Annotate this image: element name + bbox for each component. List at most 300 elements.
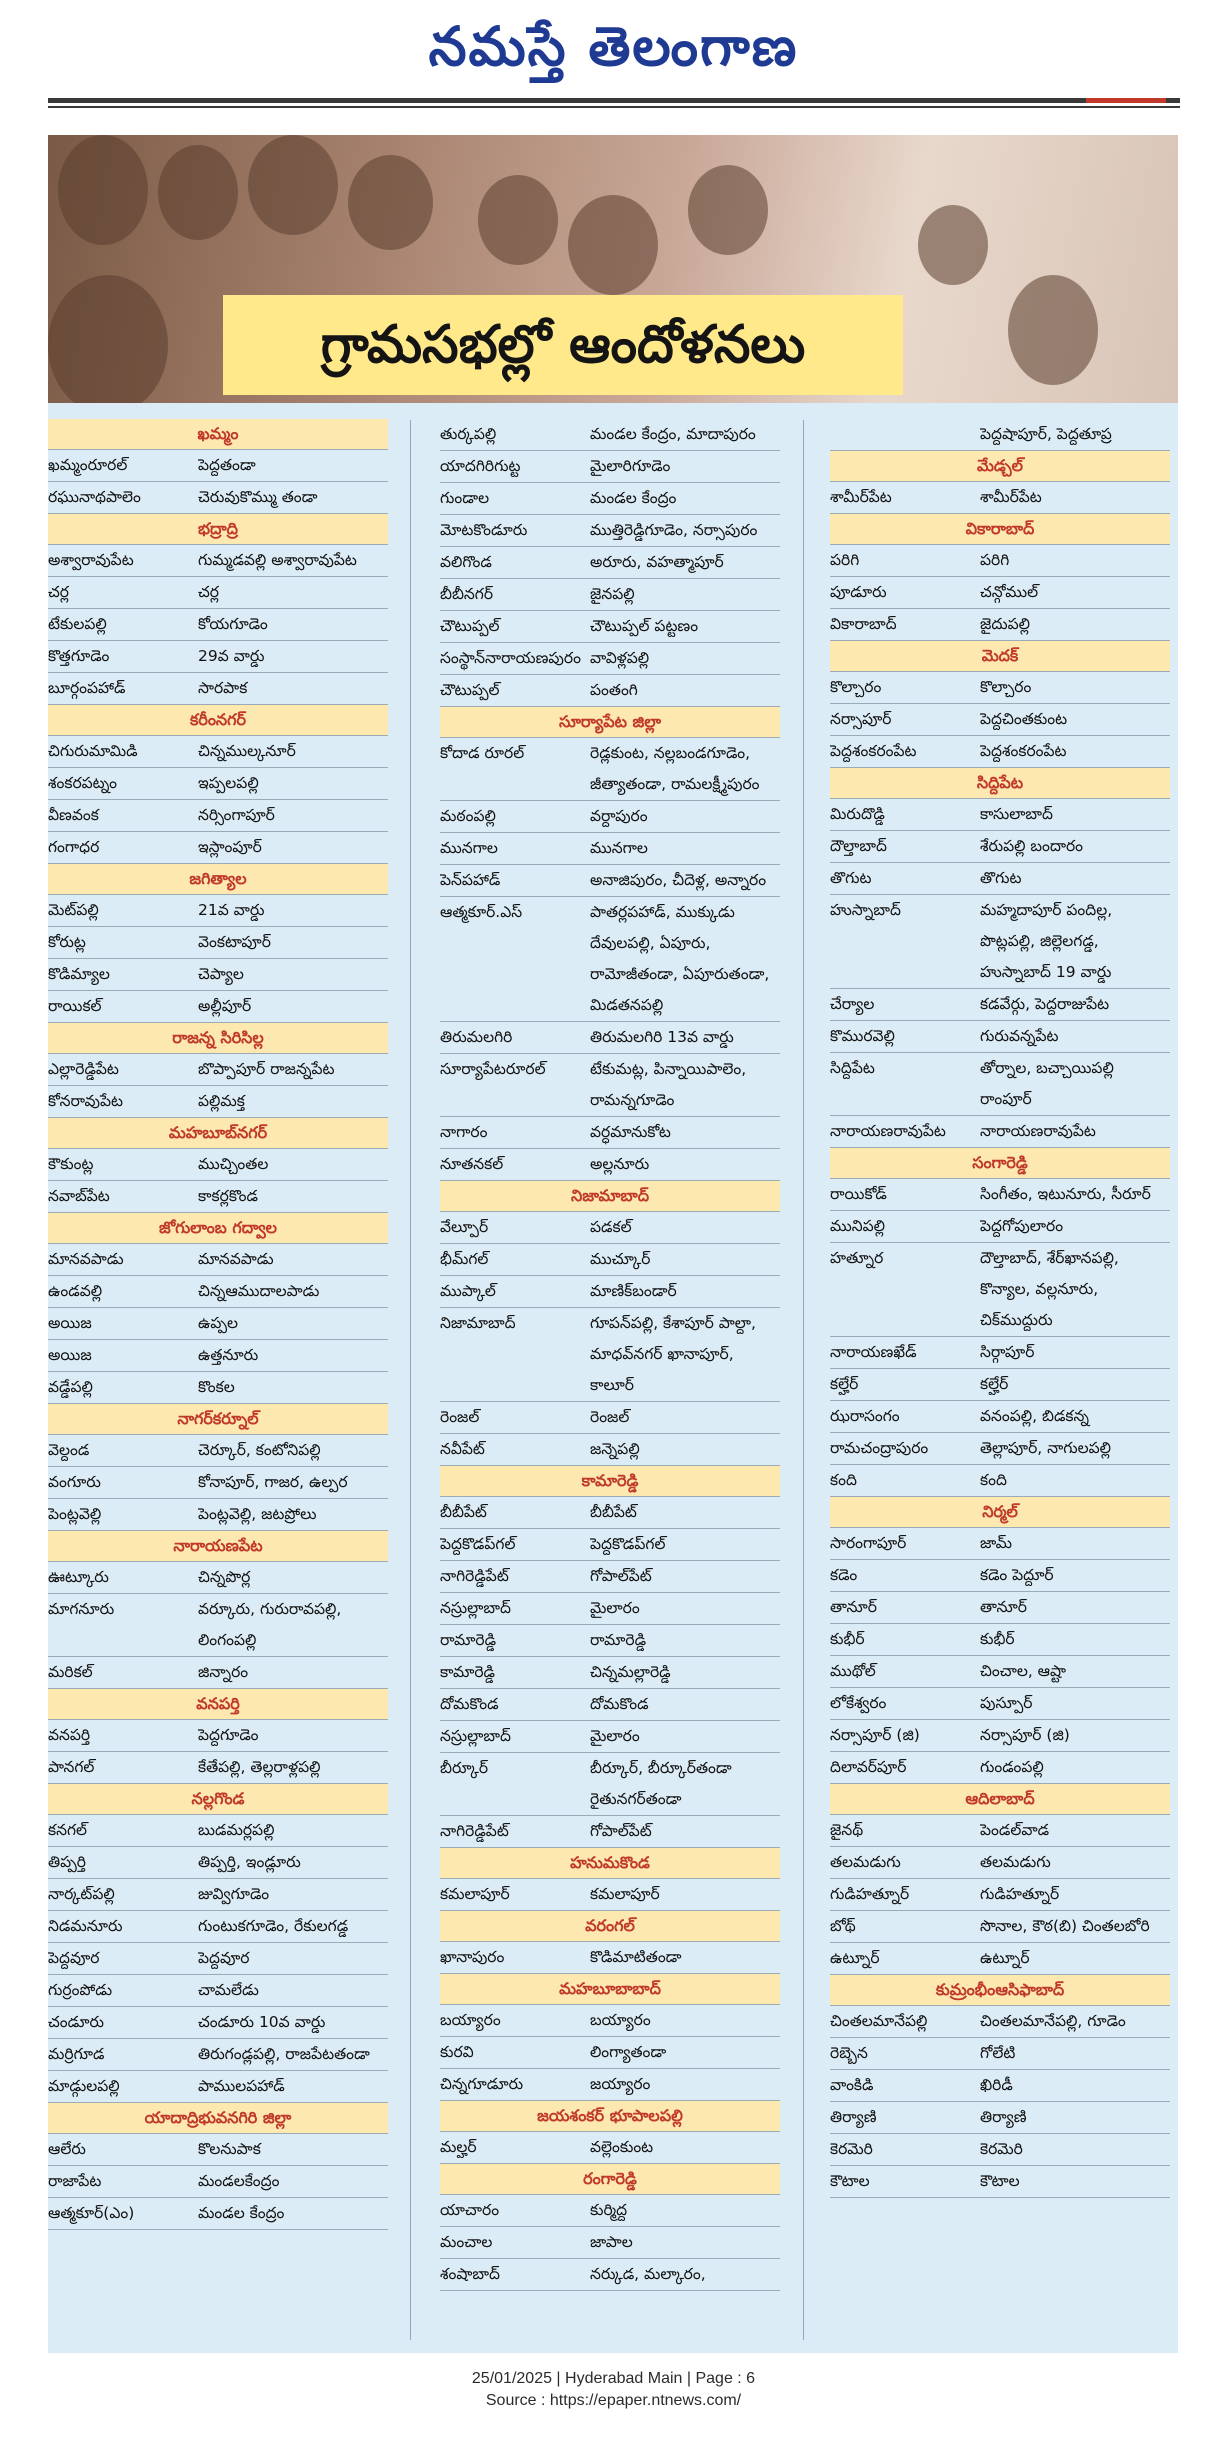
listing-row [830,1720,1170,1752]
listing-row [48,927,388,959]
village-name: పడకల్ [590,1218,632,1236]
village-name: మండలకేంద్రం [198,2172,280,2190]
village-name: ఇప్పలపల్లి [198,774,259,792]
village-name: బొప్పాపూర్ రాజన్నపేట [198,1060,335,1078]
village-name: బీర్కూర్, బీర్కూర్‌తండా రైతునగర్‌తండా [590,1759,732,1808]
village-name: పంతంగి [590,681,638,699]
mandal-name: సారంగాపూర్ [830,1534,907,1552]
village-name: చిన్నఆముదాలపాడు [198,1282,320,1300]
mandal-name: వలిగొండ [440,553,492,571]
district-header: వనపర్తి [48,1689,388,1720]
village-name: తోర్నాల, బచ్చాయిపల్లి రాంపూర్ [980,1059,1114,1108]
mandal-name: ఊట్కూరు [48,1568,109,1586]
village-name: దౌల్తాబాద్, శేర్‌ఖానపల్లి, కొన్యాల, వల్లనూరు, చిక్‌ముద్దురు [980,1249,1119,1329]
mandal-name: నాగిరెడ్డిపేట్ [440,1567,509,1585]
listing-row [48,2039,388,2071]
village-name: మైలారం [590,1727,640,1745]
mandal-name: ఖానాపురం [440,1948,505,1966]
listing-row [830,2102,1170,2134]
mandal-name: కొల్చారం [830,678,882,696]
village-name: సొనాల, కౌఠ(బి) చింతలబోరి [980,1917,1150,1935]
village-name: వర్ధమానుకోట [590,1123,671,1141]
listing-row [440,897,780,1022]
listing-row [830,609,1170,641]
mandal-name: కడెం [830,1566,858,1584]
listing-row [48,991,388,1023]
mandal-name: కెరమెరి [830,2140,873,2158]
newspaper-logo: నమస్తే తెలంగాణ [428,14,799,78]
listing-row [48,2166,388,2198]
listing-row [830,2134,1170,2166]
listing-row [440,675,780,707]
listing-row [48,1720,388,1752]
mandal-name: చౌటుప్పల్ [440,681,500,699]
listing-row [830,1211,1170,1243]
village-name: మండల కేంద్రం, మాదాపురం [590,425,756,443]
village-name: గోలేటి [980,2044,1016,2062]
mandal-name: పానగల్ [48,1758,95,1776]
listing-row [830,1528,1170,1560]
village-name: జామ్ [980,1534,1013,1552]
mandal-name: దౌల్తాబాద్ [830,837,887,855]
listing-row [830,1624,1170,1656]
listing-row [440,1244,780,1276]
village-name: గుండంపల్లి [980,1758,1044,1776]
village-name: అనాజిపురం, చీదెళ్ల, అన్నారం [590,871,767,889]
mandal-name: బోథ్ [830,1917,856,1935]
listing-row [440,1657,780,1689]
mandal-name: దోమకొండ [440,1695,499,1713]
mandal-name: సూర్యాపేటరూరల్ [440,1060,546,1078]
mandal-name: గుడిహత్నూర్ [830,1885,910,1903]
district-header: సూర్యాపేట జిల్లా [440,707,780,738]
village-name: జన్నెపల్లి [590,1440,640,1458]
mandal-name: ఉండవల్లి [48,1282,103,1300]
mandal-name: పెద్దకొడప్‌గల్ [440,1535,516,1553]
photo-figure [348,155,433,250]
district-header: వికారాబాద్ [830,514,1170,545]
mandal-name: తుర్కపల్లి [440,425,497,443]
village-name: టేకుమట్ల, పిన్నాయిపాలెం, రామన్నగూడెం [590,1060,747,1109]
district-header: రంగారెడ్డి [440,2164,780,2195]
village-name: కొల్చారం [980,678,1032,696]
village-name: మాణిక్‌బండార్ [590,1282,677,1300]
listing-row [830,1752,1170,1784]
listing-row [830,1116,1170,1148]
village-name: గురువన్నపేట [980,1027,1059,1045]
mandal-name: చేర్యాల [830,995,875,1013]
listing-row [830,419,1170,451]
hero-photo [48,135,1178,403]
listing-row [830,2166,1170,2198]
village-name: తెల్లాపూర్, నాగులపల్లి [980,1439,1112,1457]
village-name: పాతర్లపహాడ్, ముక్కుడు దేవులపల్లి, ఏపూరు, రామోజీతండా, ఏపూరుతండా, మిడతనపల్లి [590,903,770,1014]
listing-row [48,577,388,609]
village-name: పెండల్‌వాడ [980,1821,1050,1839]
listing-row [48,895,388,927]
masthead-accent [1086,98,1166,103]
district-header: యాదాద్రిభువనగిరి జిల్లా [48,2103,388,2134]
mandal-name: చౌటుప్పల్ [440,617,500,635]
village-name: పెద్దగూడెం [198,1726,259,1744]
village-name: పెద్దషాపూర్, పెద్దతూప్ర [980,425,1112,443]
mandal-name: కొత్తగూడెం [48,647,110,665]
listing-row [440,1561,780,1593]
listing-row [48,641,388,673]
village-name: ముచ్కూర్ [590,1250,651,1268]
village-name: వనంపల్లి, బిడకన్న [980,1407,1089,1425]
listing-row [48,673,388,705]
mandal-name: గంగాధర [48,838,100,856]
mandal-name: కోదాడ రూరల్ [440,744,525,762]
district-header: కరీంనగర్ [48,705,388,736]
listing-row [48,545,388,577]
mandal-name: వాంకిడి [830,2076,874,2094]
mandal-name: శామీర్‌పేట [830,488,892,506]
village-name: చెప్యాల [198,965,244,983]
village-name: శామీర్‌పేట [980,488,1042,506]
listing-row [48,1308,388,1340]
village-name: వర్దాపురం [590,807,648,825]
photo-figure [1008,275,1098,385]
village-name: కోనాపూర్, గాజర, ఉల్పర [198,1473,348,1491]
village-name: పెద్దవూర [198,1949,250,1967]
mandal-name: పూడూరు [830,583,887,601]
village-name: పెద్దకొడప్‌గల్ [590,1535,666,1553]
mandal-name: మానవపాడు [48,1250,124,1268]
mandal-name: మరికల్ [48,1663,93,1681]
listing-row [830,1021,1170,1053]
mandal-name: మునిపల్లి [830,1217,886,1235]
mandal-name: మర్రిగూడ [48,2045,105,2063]
village-name: తిరుగండ్లపల్లి, రాజపేటతండా [198,2045,370,2063]
mandal-name: వికారాబాద్ [830,615,897,633]
mandal-name: కంది [830,1471,857,1489]
village-name: ముత్తిరెడ్డిగూడెం, నర్సాపురం [590,521,758,539]
mandal-name: అశ్వారావుపేట [48,551,134,569]
mandal-name: శంకరపట్నం [48,774,117,792]
village-name: చెర్కూర్, కంటోనిపల్లి [198,1441,321,1459]
village-name: గుడిహత్నూర్ [980,1885,1060,1903]
listing-row [830,1433,1170,1465]
mandal-name: హత్నూర [830,1249,884,1267]
district-header: రాజన్న సిరిసిల్ల [48,1023,388,1054]
district-header: సంగారెడ్డి [830,1148,1170,1179]
listing-row [48,2007,388,2039]
mandal-name: కౌటాల [830,2172,870,2190]
column-divider [803,420,804,2340]
village-name: మానవపాడు [198,1250,274,1268]
mandal-name: నస్రుల్లాబాద్ [440,1727,511,1745]
photo-figure [158,145,238,240]
village-name: చర్ల [198,583,219,601]
listing-row [48,1244,388,1276]
village-name: కౌటాల [980,2172,1020,2190]
listing-row [48,1372,388,1404]
district-header: కుమ్రంభీంఆసిఫాబాద్ [830,1975,1170,2006]
masthead-rule [48,98,1180,103]
village-name: చించాల, ఆష్టా [980,1662,1067,1680]
village-name: బుడమర్లపల్లి [198,1821,275,1839]
district-header: జయశంకర్ భూపాలపల్లి [440,2101,780,2132]
photo-figure [478,175,558,265]
listing-row [48,1054,388,1086]
district-header: ఖమ్మం [48,419,388,450]
village-name: ఉప్పల [198,1314,238,1332]
listing-row [48,736,388,768]
listing-row [440,2259,780,2291]
village-name: చిన్నమల్లారెడ్డి [590,1663,671,1681]
listing-row [440,1276,780,1308]
listing-row [48,832,388,864]
listing-row [48,1943,388,1975]
village-name: కొడిమాటితండా [590,1948,682,1966]
village-name: పరిగి [980,551,1010,569]
mandal-name: మిరుదొడ్డి [830,805,885,823]
listing-row [440,2227,780,2259]
listing-row [48,1499,388,1531]
village-name: పెంట్లవెల్లి, జటప్రోలు [198,1505,317,1523]
district-header: ఆదిలాబాద్ [830,1784,1170,1815]
mandal-name: టేకులపల్లి [48,615,107,633]
mandal-name: ఎల్లారెడ్డిపేట [48,1060,119,1078]
village-name: సింగీతం, ఇటునూరు, సీరూర్ [980,1185,1151,1203]
district-header: నాగర్‌కర్నూల్ [48,1404,388,1435]
listing-row [440,2069,780,2101]
mandal-name: లోకేశ్వరం [830,1694,887,1712]
village-name: పెద్దతండా [198,456,256,474]
mandal-name: వడ్డేపల్లి [48,1378,93,1396]
village-name: ఖిరిడీ [980,2076,1013,2094]
mandal-name: కౌకుంట్ల [48,1155,94,1173]
listing-row [48,609,388,641]
village-name: రామారెడ్డి [590,1631,647,1649]
mandal-name: నారాయణరావుపేట [830,1122,946,1140]
mandal-name: రామచంద్రాపురం [830,1439,929,1457]
footer-source: Source : https://epaper.ntnews.com/ [485,2392,742,2409]
headline: గ్రామసభల్లో ఆందోళనలు [320,315,806,375]
mandal-name: రాయికల్ [48,997,102,1015]
mandal-name: బీబీపేట్ [440,1503,487,1521]
mandal-name: అయిజ [48,1346,92,1364]
mandal-name: శంషాబాద్ [440,2265,500,2283]
listing-row [440,1149,780,1181]
photo-figure [568,195,658,295]
mandal-name: కమలాపూర్ [440,1885,510,1903]
village-name: గూపన్‌పల్లి, కేశాపూర్ పాల్దా, మాధవ్‌నగర్ ఖానాపూర్, కాలూర్ [590,1314,756,1394]
mandal-name: వీణవంక [48,806,99,824]
village-name: గోపాల్‌పేట్ [590,1822,652,1840]
listing-row [440,547,780,579]
district-header: నిర్మల్ [830,1497,1170,1528]
column-divider [410,420,411,2340]
listing-row [440,1022,780,1054]
listing-row [48,1752,388,1784]
listing-row [48,1181,388,1213]
listing-row [830,1560,1170,1592]
mandal-name: మాగనూరు [48,1600,115,1618]
footer-date-edition: 25/01/2025 | Hyderabad Main | Page : 6 [471,2370,756,2387]
village-name: కొంకల [198,1378,235,1396]
village-name: కుర్మిద్ద [590,2201,628,2219]
mandal-name: మంచాల [440,2233,493,2251]
mandal-name: వేల్పూర్ [440,1218,489,1236]
village-name: జయ్యారం [590,2075,651,2093]
listing-row [830,1847,1170,1879]
listing-row [440,2132,780,2164]
mandal-name: ఉట్నూర్ [830,1949,880,1967]
mandal-name: కోరుట్ల [48,933,86,951]
village-name: ఇస్లాంపూర్ [198,838,262,856]
mandal-name: హుస్నాబాద్ [830,901,901,919]
listing-row [48,1847,388,1879]
listing-row [48,959,388,991]
listing-row [440,1816,780,1848]
mandal-name: బీర్కూర్ [440,1759,489,1777]
photo-figure [58,135,148,245]
listing-row [830,1656,1170,1688]
village-name: సిర్గాపూర్ [980,1343,1035,1361]
listing-row [830,1465,1170,1497]
listing-row [830,2038,1170,2070]
mandal-name: ఝరాసంగం [830,1407,900,1425]
listing-row [830,1943,1170,1975]
listing-row [440,1497,780,1529]
mandal-name: రెబ్బెన [830,2044,868,2062]
photo-figure [48,275,168,403]
listing-row [48,1879,388,1911]
column-3 [830,419,1170,2198]
listing-row [830,577,1170,609]
mandal-name: నార్కట్‌పల్లి [48,1885,115,1903]
listing-row [830,989,1170,1021]
listing-row [440,1054,780,1117]
mandal-name: కల్హేర్ [830,1375,859,1393]
listing-row [440,1942,780,1974]
mandal-name: చర్ల [48,583,69,601]
village-name: శేరుపల్లి బందారం [980,837,1084,855]
village-name: ఉత్తనూరు [198,1346,259,1364]
listing-row [830,2070,1170,2102]
mandal-name: తొగుట [830,869,872,887]
mandal-name: పెద్దవూర [48,1949,100,1967]
village-name: చెరువుకొమ్ము తండా [198,488,318,506]
village-name: పెద్దగోపులారం [980,1217,1064,1235]
mandal-name: మఠంపల్లి [440,807,496,825]
district-header: మహబూబ్‌నగర్ [48,1118,388,1149]
mandal-name: రెంజల్ [440,1408,480,1426]
listing-row [440,2005,780,2037]
listing-row [830,545,1170,577]
mandal-name: గుండాల [440,489,490,507]
listing-row [48,2134,388,2166]
listing-row [830,799,1170,831]
mandal-name: కనగల్ [48,1821,87,1839]
village-name: తొగుట [980,869,1022,887]
district-header: కామారెడ్డి [440,1466,780,1497]
listing-row [830,1911,1170,1943]
village-name: తిప్పర్తి, ఇండ్లూరు [198,1853,301,1871]
photo-figure [248,135,338,235]
mandal-name: నస్రుల్లాబాద్ [440,1599,511,1617]
mandal-name: బీబీనగర్ [440,585,494,603]
mandal-name: వెల్దండ [48,1441,90,1459]
village-name: కెరమెరి [980,2140,1023,2158]
mandal-name: ఖమ్మంరూరల్ [48,456,128,474]
village-name: జువ్విగూడెం [198,1885,270,1903]
village-name: వల్లెంకుంట [590,2138,654,2156]
mandal-name: పరిగి [830,551,860,569]
village-name: వర్కూరు, గురురావపల్లి, లింగంపల్లి [198,1600,342,1649]
village-name: గోపాల్‌పేట్ [590,1567,652,1585]
mandal-name: ఆలేరు [48,2140,86,2158]
district-header: భద్రాద్రి [48,514,388,545]
mandal-name: సంస్థాన్‌నారాయణపురం [440,649,581,667]
mandal-name: మెట్‌పల్లి [48,901,99,919]
listing-row [440,611,780,643]
village-name: మండల కేంద్రం [590,489,677,507]
masthead-rule-thin [48,106,1180,108]
village-name: పెద్దశంకరంపేట [980,742,1067,760]
district-header: సిద్దిపేట [830,768,1170,799]
listing-row [48,450,388,482]
mandal-name: తలమడుగు [830,1853,901,1871]
mandal-name: కొమురవెల్లి [830,1027,895,1045]
village-name: కోయగూడెం [198,615,268,633]
village-name: జిన్నారం [198,1663,249,1681]
village-name: పాములపహాడ్ [198,2077,285,2095]
listing-row [440,451,780,483]
village-name: మైలారం [590,1599,640,1617]
district-header: నారాయణపేట [48,1531,388,1562]
mandal-name: ఆత్మకూర్.ఎస్ [440,903,523,921]
village-name: కల్హేర్ [980,1375,1009,1393]
listing-row [48,1435,388,1467]
mandal-name: చండూరు [48,2013,105,2031]
village-name: మునగాల [590,839,648,857]
village-name: ముచ్చింతల [198,1155,269,1173]
listing-row [440,2195,780,2227]
mandal-name: బయ్యారం [440,2011,501,2029]
mandal-name: తానూర్ [830,1598,877,1616]
photo-figure [688,165,768,255]
mandal-name: నాగారం [440,1123,488,1141]
village-name: చౌటుప్పల్ పట్టణం [590,617,699,635]
listing-row [440,1625,780,1657]
village-name: గుమ్మడవల్లి అశ్వారావుపేట [198,551,357,569]
village-name: చామలేడు [198,1981,259,1999]
village-name: 21వ వార్డు [198,901,265,919]
listing-row [830,1053,1170,1116]
listing-row [440,1879,780,1911]
listing-row [48,1086,388,1118]
listing-row [440,833,780,865]
listing-row [830,1815,1170,1847]
village-name: కొలనుపాక [198,2140,261,2158]
mandal-name: మోటకొండూరు [440,521,528,539]
mandal-name: సిద్దిపేట [830,1059,875,1077]
village-name: ఉట్నూర్ [980,1949,1030,1967]
mandal-name: చిన్నగూడూరు [440,2075,524,2093]
listing-row [440,1689,780,1721]
mandal-name: నవీపేట్ [440,1440,485,1458]
mandal-name: కుభీర్ [830,1630,865,1648]
listing-row [48,2198,388,2230]
village-name: జైనపల్లి [590,585,635,603]
listing-row [48,1911,388,1943]
column-1 [48,419,388,2230]
listing-row [440,2037,780,2069]
